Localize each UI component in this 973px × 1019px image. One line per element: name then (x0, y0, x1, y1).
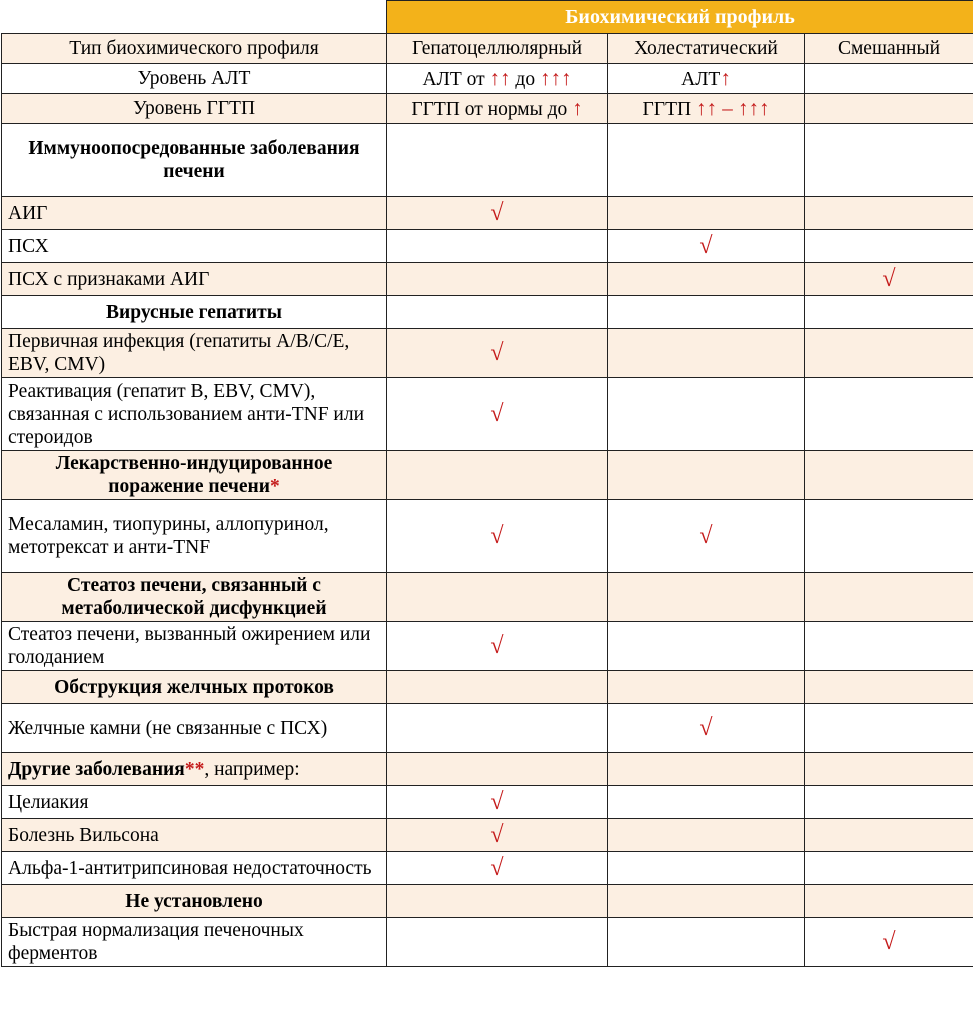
empty-cell (805, 786, 973, 819)
disease-label: Быстрая нормализация печеночных ферментов (2, 918, 387, 967)
empty-cell (608, 786, 805, 819)
ggt-hepatocellular: ГГТП от нормы до ↑ (387, 94, 608, 124)
alt-mixed (805, 64, 973, 94)
header-columns-row (2, 34, 973, 64)
disease-label: Желчные камни (не связанные с ПСХ) (2, 704, 387, 753)
empty-cell (805, 885, 973, 918)
check-icon: √ (608, 500, 805, 573)
section-title-row (2, 451, 973, 500)
empty-cell (805, 852, 973, 885)
table-row (2, 704, 973, 753)
alt-level-row (2, 64, 973, 94)
empty-cell (387, 704, 608, 753)
section-title-row (2, 753, 973, 786)
disease-label: Альфа-1-антитрипсиновая недостаточность (2, 852, 387, 885)
level-label: Уровень АЛТ (2, 64, 387, 94)
biochemical-profile-table (1, 0, 973, 967)
empty-cell (805, 819, 973, 852)
disease-label: Болезнь Вильсона (2, 819, 387, 852)
empty-cell (608, 753, 805, 786)
alt-cholestatic: АЛТ↑ (608, 64, 805, 94)
empty-cell (805, 296, 973, 329)
col-header-cholestatic: Холестатический (608, 34, 805, 64)
empty-cell (805, 197, 973, 230)
section-title-row (2, 671, 973, 704)
table-row (2, 786, 973, 819)
section-title: Другие заболевания**, например: (2, 753, 387, 786)
sections-body (2, 124, 973, 967)
empty-cell (387, 451, 608, 500)
arrow-up-icon: ↑ (720, 65, 731, 90)
table-row (2, 500, 973, 573)
table-row (2, 378, 973, 451)
disease-label: ПСХ с признаками АИГ (2, 263, 387, 296)
empty-cell (387, 671, 608, 704)
empty-cell (608, 197, 805, 230)
section-title: Лекарственно-индуцированное поражение печени* (2, 451, 387, 500)
empty-cell (805, 230, 973, 263)
row-label-header: Тип биохимического профиля (2, 34, 387, 64)
section-title: Обструкция желчных протоков (2, 671, 387, 704)
header-group-row (2, 1, 973, 34)
ggt-cholestatic: ГГТП ↑↑ – ↑↑↑ (608, 94, 805, 124)
section-title: Не установлено (2, 885, 387, 918)
footnote-mark: ** (184, 758, 205, 780)
check-icon: √ (608, 704, 805, 753)
empty-cell (387, 885, 608, 918)
empty-cell (805, 671, 973, 704)
disease-label: ПСХ (2, 230, 387, 263)
section-title-row (2, 885, 973, 918)
arrow-up-icon: ↑↑↑ (539, 65, 572, 90)
table-row (2, 329, 973, 378)
check-icon: √ (387, 329, 608, 378)
check-icon: √ (387, 819, 608, 852)
empty-cell (805, 704, 973, 753)
check-icon: √ (387, 852, 608, 885)
empty-cell (608, 329, 805, 378)
disease-label: Стеатоз печени, вызванный ожирением или голоданием (2, 622, 387, 671)
empty-cell (805, 124, 973, 197)
header-empty-cell (2, 1, 387, 34)
empty-cell (387, 230, 608, 263)
section-title-row (2, 296, 973, 329)
empty-cell (608, 852, 805, 885)
check-icon: √ (387, 197, 608, 230)
empty-cell (387, 918, 608, 967)
table-row (2, 197, 973, 230)
check-icon: √ (608, 230, 805, 263)
arrow-up-icon: ↑↑ – ↑↑↑ (695, 95, 770, 120)
alt-hepatocellular: АЛТ от ↑↑ до ↑↑↑ (387, 64, 608, 94)
disease-label: Целиакия (2, 786, 387, 819)
check-icon: √ (387, 786, 608, 819)
table-row (2, 263, 973, 296)
col-header-mixed: Смешанный (805, 34, 973, 64)
arrow-up-icon: ↑↑ (489, 65, 511, 90)
empty-cell (387, 573, 608, 622)
empty-cell (608, 573, 805, 622)
ggt-level-row (2, 94, 973, 124)
arrow-up-icon: ↑ (572, 95, 583, 120)
table-row (2, 622, 973, 671)
check-icon: √ (805, 918, 973, 967)
group-title: Биохимический профиль (387, 1, 973, 34)
empty-cell (387, 124, 608, 197)
table-row (2, 852, 973, 885)
empty-cell (608, 378, 805, 451)
ggt-mixed (805, 94, 973, 124)
empty-cell (805, 622, 973, 671)
empty-cell (805, 500, 973, 573)
check-icon: √ (387, 500, 608, 573)
section-title-row (2, 573, 973, 622)
table-row (2, 819, 973, 852)
empty-cell (387, 753, 608, 786)
check-icon: √ (805, 263, 973, 296)
empty-cell (608, 263, 805, 296)
empty-cell (608, 918, 805, 967)
section-title: Стеатоз печени, связанный с метаболической дисфункцией (2, 573, 387, 622)
empty-cell (608, 819, 805, 852)
section-title: Иммуноопосредованные заболевания печени (2, 124, 387, 197)
section-title: Вирусные гепатиты (2, 296, 387, 329)
empty-cell (805, 378, 973, 451)
empty-cell (608, 451, 805, 500)
section-title-row (2, 124, 973, 197)
empty-cell (805, 753, 973, 786)
empty-cell (608, 885, 805, 918)
disease-label: Реактивация (гепатит B, EBV, CMV), связанная с использованием анти-TNF или стероидов (2, 378, 387, 451)
footnote-mark: * (269, 476, 280, 497)
empty-cell (805, 329, 973, 378)
level-label: Уровень ГГТП (2, 94, 387, 124)
empty-cell (608, 671, 805, 704)
empty-cell (608, 622, 805, 671)
empty-cell (608, 296, 805, 329)
table-row (2, 918, 973, 967)
empty-cell (608, 124, 805, 197)
disease-label: Месаламин, тиопурины, аллопуринол, метотрексат и анти-TNF (2, 500, 387, 573)
disease-label: АИГ (2, 197, 387, 230)
table-row (2, 230, 973, 263)
col-header-hepatocellular: Гепатоцеллюлярный (387, 34, 608, 64)
empty-cell (805, 451, 973, 500)
check-icon: √ (387, 378, 608, 451)
empty-cell (805, 573, 973, 622)
empty-cell (387, 296, 608, 329)
disease-label: Первичная инфекция (гепатиты A/B/C/E, EBV, CMV) (2, 329, 387, 378)
empty-cell (387, 263, 608, 296)
check-icon: √ (387, 622, 608, 671)
